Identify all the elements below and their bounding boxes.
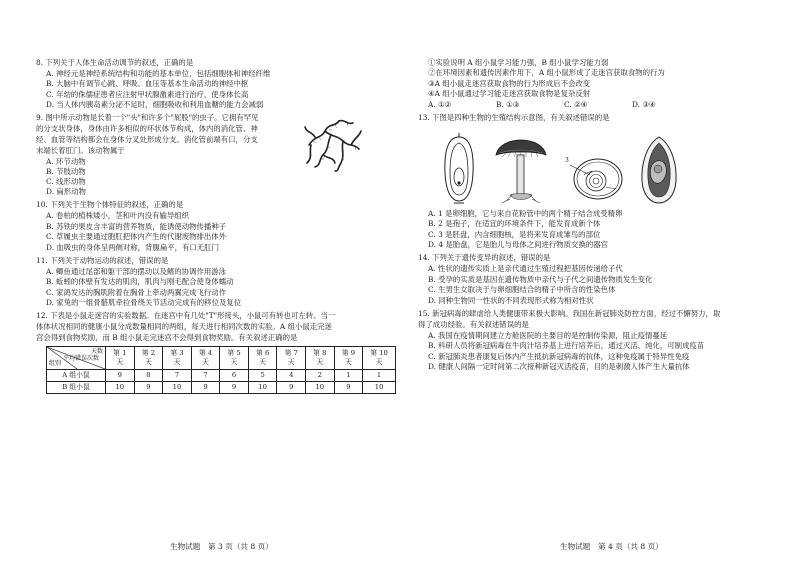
question-9-option-a: A. 环节动物 [46,157,86,167]
question-14 [418,253,778,305]
question-15-option-a: A. 我国在疫情期间建立方舱医院的主要目的是控制传染源，阻止疫情蔓延 [428,330,668,340]
table-header-day: 第 7 天 [277,347,306,370]
table-cell: 9 [106,370,135,382]
question-10-option-d: D. 血吸虫的身体呈两侧对称，背腹扁平，有口无肛门 [46,242,219,252]
table-row-group: B 组小鼠 [47,382,106,394]
table-cell: 1 [334,370,363,382]
question-15-stem-line-2: 得了成功经验。有关叙述错误的是 [418,319,529,329]
question-14-option-b: B. 受孕的实质是基因在遗传物质中亲代与子代之间遗传物质发生变化 [428,274,653,284]
question-14-option-c: C. 生男生女取决于与卵细胞结合的精子中所含的性染色体 [428,285,616,295]
mushroom-figure [492,129,550,205]
question-9-stem-line-1: 9. 图中所示动物是长着一个"头"和许多个"屁股"的虫子。它拥有罕见 [36,113,259,123]
question-10-option-c: C. 草履虫主要通过胞肛把体内产生的代谢废物排出体外 [46,232,227,242]
question-8-option-d: D. 当人体内胰岛素分泌不足时，细胞吸收和利用血糖的能力会减弱 [46,100,264,110]
question-10 [36,200,396,252]
table-cell: 7 [191,370,220,382]
table-cell: 2 [306,370,335,382]
question-12-choices [418,100,778,110]
question-8-option-a: A. 神经元是神经系统结构和功能的基本单位，包括细胞体和神经纤维 [46,68,271,78]
reproductive-structures-figures [440,127,778,205]
question-12-choice-c: C. ②④ [564,99,588,109]
table-header-day: 第 1 天 [106,347,135,370]
question-8-option-c: C. 年幼的侏儒症患者应注射甲状腺激素进行治疗，使身体长高 [46,89,249,99]
branching-worm-figure [301,115,363,173]
table-row [47,382,396,394]
table-header-day: 第 8 天 [306,347,335,370]
diag-days-label: 天数 [90,348,103,356]
table-row-group: A 组小鼠 [47,370,106,382]
question-15 [418,309,778,372]
table-row [47,370,396,382]
table-cell: 4 [277,370,306,382]
table-header-day: 第 5 天 [220,347,249,370]
diag-group-label: 组别 [49,360,62,367]
left-page-column [36,58,396,397]
question-14-stem: 14. 下列关于遗传变异的叙述，错误的是 [418,253,551,263]
question-11-option-d: D. 家兔的一组骨骼肌牵拉骨绕关节活动完成有的移位及复位 [46,298,242,308]
question-8-option-b: B. 大脑中有调节心跳、呼吸、血压等基本生命活动的神经中枢 [46,79,249,89]
table-diagonal-header [47,347,106,370]
question-8 [36,58,396,110]
question-15-option-b: B. 科研人员将新冠病毒在牛肉汁培养基上进行培养后，通过灭活、纯化，可制成疫苗 [428,341,705,351]
question-12-choice-a: A. ①② [428,99,452,109]
question-10-stem: 10. 下列关于生物个体特征的叙述，正确的是 [36,200,184,210]
table-cell: 5 [248,370,277,382]
question-12-choice-d: D. ③④ [632,99,656,109]
bird-egg-figure [564,151,624,205]
statement-2: ②在环境因素和遗传因素作用下，A 组小鼠形成了走迷宫获取食物的行为 [428,68,665,78]
question-10-option-b: B. 苏铁的果皮含丰富的营养物质，能诱使动物传播种子 [46,221,227,231]
diag-errors-label: 平均错误次数 [62,355,99,363]
question-13-stem: 13. 下图是四种生物的生殖结构示意图，有关叙述错误的是 [418,112,610,122]
table-cell: 9 [277,382,306,394]
right-page-column [418,58,778,375]
question-8-stem: 8. 下列关于人体生命活动调节的叙述，正确的是 [36,58,194,67]
question-11 [36,256,396,308]
ovule-figure [440,133,478,205]
statement-4: ④A 组小鼠通过学习能走迷宫获取食物是复杂反射 [428,89,591,99]
maze-results-table [46,346,396,394]
question-11-option-b: B. 蚯蚓的体壁有发达的肌肉，肌肉与刚毛配合使身体蠕动 [46,277,234,287]
table-cell: 9 [191,382,220,394]
question-12-stem-line-1: 12. 下表是小鼠走迷宫的实验数据。在迷宫中有几处"T"形接头，小鼠可有转也可左转。当一 [36,311,336,321]
question-13-option-c: C. 3 是胚盘，内含细胞核，是将来发育成雏鸟的部位 [428,229,601,239]
table-header-day: 第 4 天 [191,347,220,370]
question-12 [36,311,396,394]
table-cell: 10 [363,382,396,394]
table-cell: 9 [220,382,249,394]
statement-3: ③A 组小鼠走迷宫获取食物的行为形成后不会改变 [428,78,591,88]
table-cell: 7 [163,370,192,382]
question-14-option-d: D. 同种生物同一性状的不同表现形式称为相对性状 [428,295,594,305]
question-13 [418,113,778,250]
question-9-stem-line-4: 末端长着肛门。该动物属于 [36,146,125,156]
question-9-option-c: C. 线形动物 [46,177,86,187]
table-header-day: 第 3 天 [163,347,192,370]
question-9-option-d: D. 扁形动物 [46,187,86,197]
question-11-stem: 11. 下列关于动物运动的叙述，错误的是 [36,255,169,265]
page-footer-right: 生物试题 第 4 页（共 8 页） [560,542,663,551]
table-header-row [47,347,396,370]
egg-figure-wrap [564,151,624,205]
question-13-option-a: A. 1 是卵细胞，它与来自花粉管中的两个精子结合成受精卵 [428,208,623,218]
table-cell: 8 [134,370,163,382]
question-10-option-a: A. 卷柏的植株矮小，茎和叶内没有输导组织 [46,211,190,221]
question-9-options [36,157,294,197]
question-15-option-d: D. 健康人间隔一定时间第二次接种新冠灭活疫苗，目的是刺激人体产生大量抗体 [428,362,690,372]
table-header-day: 第 10 天 [363,347,396,370]
table-cell: 9 [134,382,163,394]
table-cell: 10 [106,382,135,394]
question-12-stem-line-3: 宫会得到食物奖励，而 B 组小鼠走完迷宫不会得到食物奖励。有关叙述正确的是 [36,333,298,343]
table-header-day: 第 6 天 [248,347,277,370]
page-footer-left: 生物试题 第 3 页（共 8 页） [170,542,273,551]
table-cell: 10 [163,382,192,394]
question-15-stem-line-1: 15. 新冠病毒的肆虐给人类健康带来极大影响。我国在新冠肺炎防控方面，经过不懈努力，取 [418,308,721,318]
statement-1: ①实验说明 A 组小鼠学习能力强，B 组小鼠学习能力弱 [428,58,609,67]
table-cell: 6 [220,370,249,382]
table-cell: 9 [334,382,363,394]
question-9-option-b: B. 节肢动物 [46,167,86,177]
question-11-option-a: A. 鲫鱼通过尾部和躯干部的摆动以及鳍的协调作用游泳 [46,266,227,276]
table-header-day: 第 9 天 [334,347,363,370]
question-9 [36,113,396,197]
fetus-placenta-figure [638,135,680,205]
table-cell: 10 [248,382,277,394]
question-12-choice-b: B. ①③ [496,99,520,109]
table-cell: 1 [363,370,396,382]
question-13-option-b: B. 2 是孢子，在适宜的环境条件下，能发育成新个体 [428,219,601,229]
question-9-stem-line-3: 经、血管等结构都会在身体分叉处形成分支。消化管前端有口，分支 [36,135,258,145]
question-11-option-c: C. 家鸽发达的胸肌附着在胸骨上牵动两翼完成飞行动作 [46,287,227,297]
question-15-option-c: C. 新冠肺炎患者康复后体内产生抵抗新冠病毒的抗体，这种免疫属于特异性免疫 [428,351,690,361]
question-13-option-d: D. 4 是胎盘，它是胎儿与母体之间进行物质交换的器官 [428,240,609,250]
figure-label-3: 3 [565,156,569,164]
question-9-stem-line-2: 的分支状身体，身体由许多相似的环状体节构成，体内的消化管、神 [36,124,258,134]
question-12-stem-line-2: 体体状况相同的健康小鼠分成数量相同的两组，每天进行相同次数的实验。A 组小鼠走完迷 [36,322,332,332]
table-cell: 10 [306,382,335,394]
question-12-statements [418,58,778,110]
question-14-option-a: A. 性状的遗传实质上是亲代通过生殖过程把基因传递给子代 [428,264,623,274]
table-header-day: 第 2 天 [134,347,163,370]
